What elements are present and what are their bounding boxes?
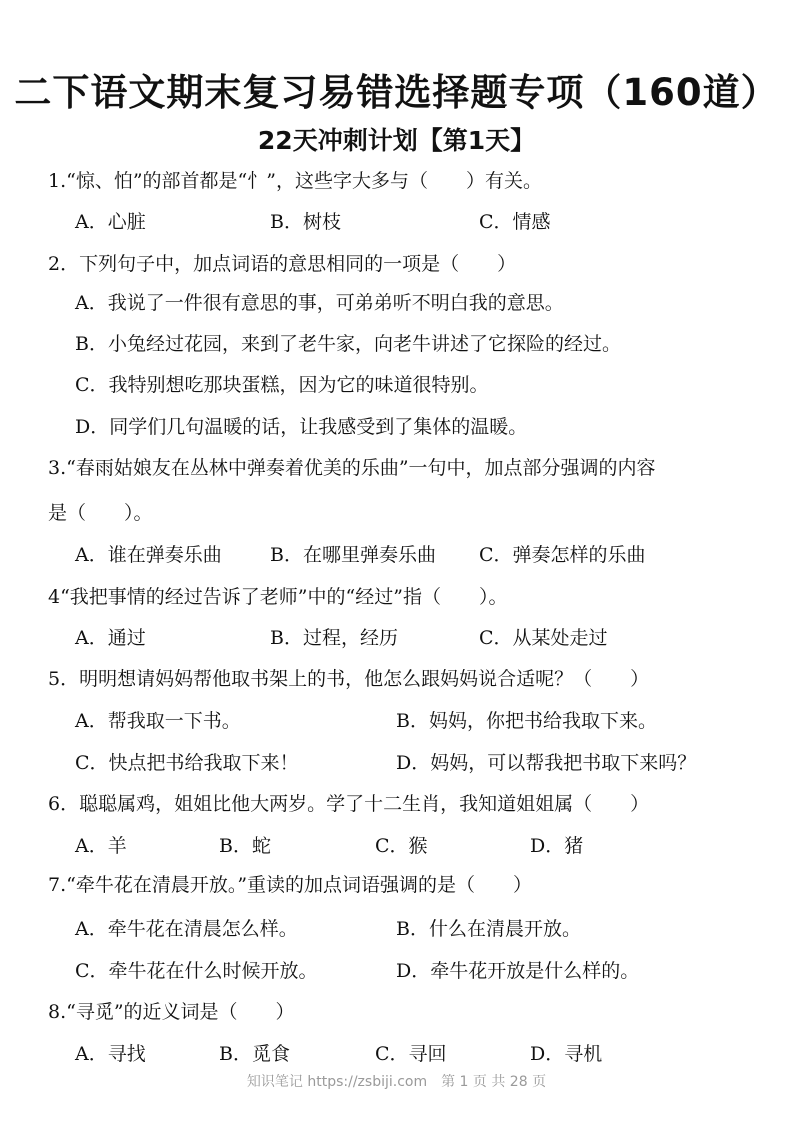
- question-4-stem: 4“我把事情的经过告诉了老师”中的“经过”指（ ）。: [48, 586, 508, 608]
- question-7-stem: 7.“牵牛花在清晨开放。”重读的加点词语强调的是（ ）: [48, 874, 533, 896]
- question-7-option-d: D．牵牛花开放是什么样的。: [396, 960, 640, 982]
- question-8-option-c: C．寻回: [375, 1043, 447, 1065]
- question-2-option-b: B．小兔经过花园，来到了老牛家，向老牛讲述了它探险的经过。: [75, 333, 621, 355]
- question-3-stem: 3.“春雨姑娘友在丛林中弹奏着优美的乐曲”一句中，加点部分强调的内容: [48, 457, 656, 479]
- question-6-option-b: B．蛇: [219, 835, 271, 857]
- question-2-option-a: A．我说了一件很有意思的事，可弟弟听不明白我的意思。: [75, 292, 564, 314]
- question-3-option-a: A．谁在弹奏乐曲: [75, 544, 222, 566]
- question-4-option-c: C．从某处走过: [479, 627, 608, 649]
- question-2-option-c: C．我特别想吃那块蛋糕，因为它的味道很特别。: [75, 374, 489, 396]
- question-8-stem: 8.“寻觅”的近义词是（ ）: [48, 1001, 295, 1023]
- question-7-option-a: A．牵牛花在清晨怎么样。: [75, 918, 298, 940]
- page-title: 二下语文期末复习易错选择题专项（160道）: [14, 71, 779, 114]
- question-4-option-b: B．过程，经历: [270, 627, 398, 649]
- question-1-option-a: A．心脏: [75, 211, 146, 233]
- question-5-option-a: A．帮我取一下书。: [75, 710, 241, 732]
- question-3-option-c: C．弹奏怎样的乐曲: [479, 544, 646, 566]
- question-8-option-b: B．觅食: [219, 1043, 290, 1065]
- question-1-stem: 1.“惊、怕”的部首都是“忄”，这些字大多与（ ）有关。: [48, 170, 542, 192]
- page-footer-watermark: 知识笔记 https://zsbiji.com 第 1 页 共 28 页: [246, 1074, 547, 1090]
- question-6-stem: 6．聪聪属鸡，姐姐比他大两岁。学了十二生肖，我知道姐姐属（ ）: [48, 793, 650, 815]
- question-5-option-b: B．妈妈，你把书给我取下来。: [396, 710, 657, 732]
- question-2-option-d: D．同学们几句温暖的话，让我感受到了集体的温暖。: [75, 416, 528, 438]
- question-5-stem: 5．明明想请妈妈帮他取书架上的书，他怎么跟妈妈说合适呢？（ ）: [48, 668, 650, 690]
- question-5-option-d: D．妈妈，可以帮我把书取下来吗？: [396, 752, 697, 774]
- question-3-option-b: B．在哪里弹奏乐曲: [270, 544, 436, 566]
- question-6-option-c: C．猴: [375, 835, 428, 857]
- question-6-option-a: A．羊: [75, 835, 127, 857]
- question-1-option-c: C．情感: [479, 211, 551, 233]
- question-3-stem-continued: 是（ ）。: [48, 502, 153, 524]
- question-8-option-d: D．寻机: [530, 1043, 603, 1065]
- question-6-option-d: D．猪: [530, 835, 584, 857]
- question-2-stem: 2．下列句子中，加点词语的意思相同的一项是（ ）: [48, 253, 517, 275]
- question-1-option-b: B．树枝: [270, 211, 341, 233]
- question-4-option-a: A．通过: [75, 627, 146, 649]
- question-7-option-b: B．什么在清晨开放。: [396, 918, 581, 940]
- page-subtitle: 22天冲刺计划【第1天】: [257, 126, 536, 155]
- question-5-option-c: C．快点把书给我取下来！: [75, 752, 299, 774]
- question-7-option-c: C．牵牛花在什么时候开放。: [75, 960, 318, 982]
- question-8-option-a: A．寻找: [75, 1043, 146, 1065]
